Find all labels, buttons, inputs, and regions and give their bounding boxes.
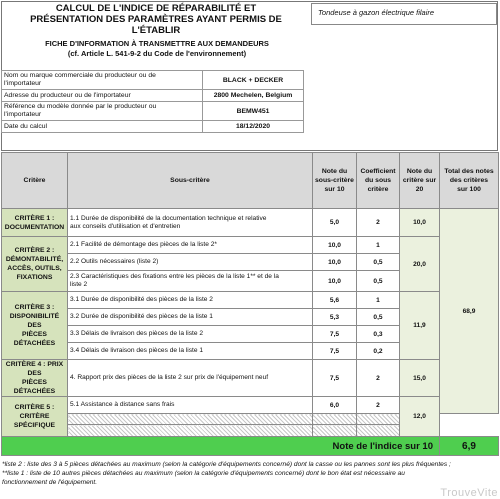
criterion-3-score: 11,9 [400, 292, 440, 360]
criterion-1-score: 10,0 [400, 209, 440, 237]
sub-criterion-coefficient: 0,5 [357, 309, 400, 326]
criterion-line: DISPONIBILITÉ DES [9, 313, 60, 329]
info-row [2, 90, 304, 102]
sub-criterion-line: 2.1 Facilité de démontage des pièces de la liste 2* [70, 241, 217, 248]
header-total [440, 153, 499, 209]
header-line: Total des notes [444, 168, 494, 175]
footnote-liste-1: **liste 1 : liste de 10 autres pièces détachées au maximum (selon la catégorie d'équipements concerné) dont le bon état est nécessaire au [2, 470, 405, 478]
info-row [2, 71, 304, 90]
header-coefficient [357, 153, 400, 209]
summary-row [2, 437, 499, 456]
sub-criterion-coefficient: 1 [357, 237, 400, 254]
info-label-line: Date du calcul [4, 122, 48, 130]
criterion-line: CRITÈRE 4 : PRIX DES [5, 361, 64, 377]
info-label-line: l'importateur [4, 111, 42, 118]
header-note-sous-critere [313, 153, 357, 209]
info-value: 2800 Mechelen, Belgium [203, 90, 304, 102]
criterion-line: CRITÈRE 2 : [14, 247, 55, 254]
header-critere: Critère [2, 153, 68, 209]
sub-criterion-coefficient: 2 [357, 209, 400, 237]
header-line: Coefficient [360, 168, 396, 175]
sub-criterion-score: 5,3 [313, 309, 357, 326]
table-header-row [2, 153, 499, 209]
hatched-cell [68, 425, 313, 437]
criterion-line: DOCUMENTATION [4, 223, 65, 231]
header-line: Note du [406, 168, 433, 175]
sub-criterion-coefficient: 0,3 [357, 326, 400, 343]
info-label-line: Adresse du producteur ou de l'importateur [4, 91, 131, 99]
sub-criterion-coefficient: 0,5 [357, 254, 400, 271]
title-line-2: PRÉSENTATION DES PARAMÈTRES AYANT PERMIS DE L'ÉTABLIR [30, 14, 282, 36]
criterion-2-score: 20,0 [400, 237, 440, 292]
info-label [2, 90, 203, 102]
product-category-box [311, 3, 497, 25]
info-row [2, 121, 304, 133]
criterion-line: SPÉCIFIQUE [13, 422, 56, 429]
footnotes [2, 460, 498, 488]
hatched-cell [313, 425, 357, 437]
fiche-line-2: (cf. Article L. 541-9-2 du Code de l'environnement) [67, 49, 247, 58]
table-row [2, 237, 499, 254]
sub-criterion-1-1 [68, 209, 313, 237]
table-row [2, 292, 499, 309]
table-row [2, 360, 499, 397]
sub-criterion-coefficient: 2 [357, 397, 400, 414]
header-line: sous-critère [315, 177, 354, 184]
info-value: BEMW451 [203, 102, 304, 121]
sub-criterion-2-2 [68, 254, 313, 271]
sub-criterion-2-3 [68, 271, 313, 292]
title-line-1: CALCUL DE L'INDICE DE RÉPARABILITÉ ET [55, 3, 257, 14]
criterion-line: PIÈCES DÉTACHÉES [13, 379, 56, 395]
criterion-line: FIXATIONS [16, 274, 53, 281]
sub-criterion-3-1 [68, 292, 313, 309]
watermark: TrouveVite [440, 487, 498, 499]
sub-criterion-3-4 [68, 343, 313, 360]
sub-criterion-coefficient: 2 [357, 360, 400, 397]
sub-criterion-line: 2.3 Caractéristiques des fixations entre les pièces de la liste 1** et de la [70, 273, 279, 280]
footnote-liste-2: *liste 2 : liste des 3 à 5 pièces détachées au maximum (selon la catégorie d'équipements concerné) dont la casse ou les pannes sont les plus fréquentes ; [2, 461, 451, 468]
sub-criterion-line: 3.2 Durée de disponibilité des pièces de la liste 1 [70, 313, 213, 320]
header-line: sur 10 [324, 186, 345, 193]
header-line: sur 100 [457, 186, 481, 193]
table-row [2, 397, 499, 414]
criterion-line: ACCÈS, OUTILS, [7, 265, 62, 272]
header-note-critere [400, 153, 440, 209]
sub-criterion-4 [68, 360, 313, 397]
sub-criterion-2-1 [68, 237, 313, 254]
page-title [8, 3, 304, 36]
sub-criterion-coefficient: 1 [357, 292, 400, 309]
repairability-table [1, 152, 499, 456]
info-value: BLACK + DECKER [203, 71, 304, 90]
sub-criterion-score: 7,5 [313, 326, 357, 343]
sub-criterion-score: 7,5 [313, 360, 357, 397]
footnote-continuation: fonctionnement de l'équipement. [2, 479, 98, 487]
table-row [2, 209, 499, 237]
sub-criterion-score: 5,6 [313, 292, 357, 309]
hatched-cell [357, 425, 400, 437]
header-line: critère sur [402, 177, 437, 184]
header-line: 20 [415, 186, 424, 193]
criterion-4-label [2, 360, 68, 397]
criterion-line: CRITÈRE 5 : CRITÈRE [14, 404, 55, 420]
criterion-4-score: 15,0 [400, 360, 440, 397]
sub-criterion-score: 7,5 [313, 343, 357, 360]
sub-criterion-3-3 [68, 326, 313, 343]
sub-criterion-coefficient: 0,2 [357, 343, 400, 360]
hatched-cell [357, 414, 400, 425]
sub-criterion-line: 3.4 Délais de livraison des pièces de la liste 1 [70, 347, 204, 354]
summary-value: 6,9 [440, 437, 499, 456]
criterion-line: PIÈCES DÉTACHÉES [13, 331, 56, 347]
criterion-5-score: 12,0 [400, 397, 440, 437]
sub-criterion-5-1 [68, 397, 313, 414]
hatched-cell [68, 414, 313, 425]
criterion-2-label [2, 237, 68, 292]
criterion-line: CRITÈRE 3 : [14, 304, 55, 311]
fiche-line-1: FICHE D'INFORMATION À TRANSMETTRE AUX DEMANDEURS [45, 39, 269, 48]
sub-criterion-score: 10,0 [313, 254, 357, 271]
sub-criterion-line: 1.1 Durée de disponibilité de la documentation technique et relative [70, 214, 267, 222]
sub-criterion-line: 5.1 Assistance à distance sans frais [70, 401, 175, 408]
sub-criterion-line: aux conseils d'utilisation et d'entretien [70, 222, 181, 230]
sub-criterion-coefficient: 0,5 [357, 271, 400, 292]
header-line: Note du [321, 168, 348, 175]
fiche-heading [10, 39, 304, 59]
info-row [2, 102, 304, 121]
hatched-cell [313, 414, 357, 425]
sub-criterion-3-2 [68, 309, 313, 326]
sub-criterion-line: 3.1 Durée de disponibilité des pièces de la liste 2 [70, 296, 213, 303]
sub-criterion-line: liste 2 [70, 281, 88, 288]
criterion-5-label [2, 397, 68, 437]
info-value: 18/12/2020 [203, 121, 304, 133]
info-label-line: Référence du modèle donnée par le producteur ou [4, 103, 157, 110]
info-label [2, 71, 203, 90]
sub-criterion-score: 10,0 [313, 271, 357, 292]
header-line: des critères [449, 177, 489, 184]
criterion-line: DÉMONTABILITÉ, [5, 256, 64, 263]
total-score: 68,9 [440, 209, 499, 414]
criterion-1-label [2, 209, 68, 237]
product-category: Tondeuse à gazon électrique filaire [318, 8, 435, 17]
criterion-3-label [2, 292, 68, 360]
header-line: du sous [364, 177, 392, 184]
summary-label: Note de l'indice sur 10 [2, 437, 440, 456]
sub-criterion-line: 3.3 Délais de livraison des pièces de la liste 2 [70, 330, 204, 337]
info-label-line: Nom ou marque commerciale du producteur ou de [4, 72, 156, 79]
info-label [2, 121, 203, 133]
header-sous-critere: Sous-critère [68, 153, 313, 209]
info-label [2, 102, 203, 121]
header-line: critère [367, 186, 389, 193]
info-label-line: l'importateur [4, 80, 42, 87]
criterion-line: CRITÈRE 1 : [14, 214, 55, 222]
sub-criterion-score: 5,0 [313, 209, 357, 237]
sub-criterion-score: 10,0 [313, 237, 357, 254]
sub-criterion-score: 6,0 [313, 397, 357, 414]
sub-criterion-line: 4. Rapport prix des pièces de la liste 2 sur prix de l'équipement neuf [70, 374, 269, 381]
sub-criterion-line: 2.2 Outils nécessaires (liste 2) [70, 258, 159, 265]
producer-info-table [1, 70, 304, 133]
